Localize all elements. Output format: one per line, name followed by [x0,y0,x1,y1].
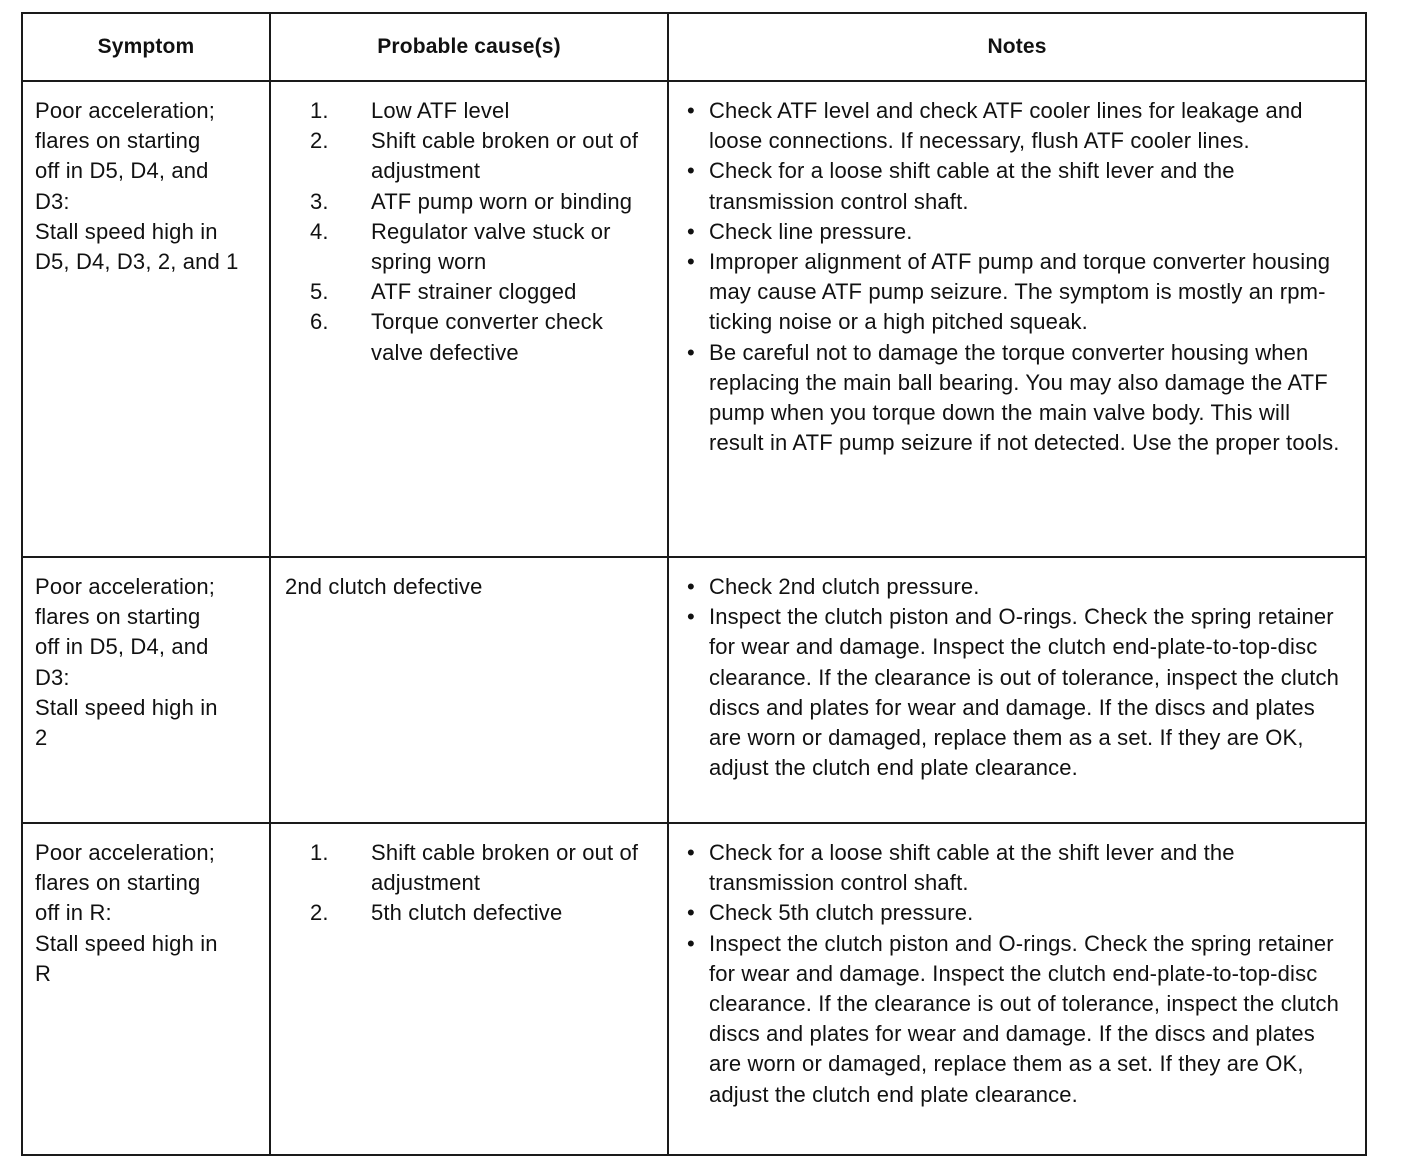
table-row [22,557,1366,823]
cause-number: 1. [310,98,329,123]
header-notes: Notes [668,13,1366,81]
bullet-icon: • [687,930,695,956]
note-item [685,572,1353,602]
note-item [685,96,1353,156]
bullet-icon: • [687,158,695,184]
bullet-icon: • [687,604,695,630]
cause-text: Low ATF level [371,98,510,123]
bullet-icon: • [687,98,695,123]
note-item [685,898,1353,928]
note-text: Check line pressure. [709,218,913,244]
cause-list [283,838,655,929]
note-item [685,838,1353,898]
cause-text: Regulator valve stuck or spring worn [371,218,611,275]
symptom-line: Poor acceleration; [35,98,216,123]
symptom-cell [22,823,270,1155]
note-text: Check 2nd clutch pressure. [709,574,980,599]
notes-cell [668,81,1366,557]
cause-item [310,96,655,126]
cause-number: 3. [310,188,329,214]
cause-cell [270,81,668,557]
cause-text: Torque converter check valve defective [371,309,603,365]
table-row [22,823,1366,1155]
note-text: Be careful not to damage the torque converter housing when replacing the main ball bearing. You may also damage the ATF pump when you torque down the main valve body. This will result in ATF pump seizure if not detected. Use the proper tools. [709,339,1340,456]
symptom-cell [22,81,270,557]
symptom-line: off in R: [35,900,112,926]
symptom-line: flares on starting [35,870,201,896]
cause-item [310,277,655,307]
cause-item [310,217,655,277]
notes-cell [668,823,1366,1155]
cause-item [310,838,655,898]
notes-list [681,838,1353,1110]
symptom-line: flares on starting [35,604,201,630]
note-text: Check for a loose shift cable at the shift lever and the transmission control shaft. [709,840,1235,896]
bullet-icon: • [687,249,695,275]
note-item [685,217,1353,247]
cause-text: 5th clutch defective [371,900,563,926]
symptom-line: Stall speed high in [35,694,218,720]
cause-text: ATF pump worn or binding [371,188,633,214]
table-row [22,81,1366,557]
header-probable-causes: Probable cause(s) [270,13,668,81]
symptom-line: D3: [35,188,70,214]
header-symptom: Symptom [22,13,270,81]
symptom-line: 2 [35,725,48,751]
symptom-line: off in D5, D4, and [35,634,209,660]
notes-list [681,96,1353,458]
cause-text: Shift cable broken or out of adjustment [371,840,639,896]
symptom-line: flares on starting [35,128,201,154]
cause-text: Shift cable broken or out of adjustment [371,128,639,184]
symptom-line: D3: [35,664,70,690]
cause-item [310,187,655,217]
symptom-line: off in D5, D4, and [35,158,209,184]
troubleshooting-table [21,12,1367,1156]
note-text: Improper alignment of ATF pump and torque converter housing may cause ATF pump seizure. The symptom is mostly an rpm-ticking noise or a high pitched squeak. [709,249,1331,335]
cause-list [283,96,655,368]
header-row [22,13,1366,81]
symptom-cell [22,557,270,823]
note-text: Inspect the clutch piston and O-rings. Check the spring retainer for wear and damage. Inspect the clutch end-plate-to-top-disc clearance. If the clearance is out of tolerance, inspect the clutch discs and plates for wear and damage. If the discs and plates are worn or damaged, replace them as a set. If they are OK, adjust the clutch end plate clearance. [709,930,1340,1107]
note-item [685,929,1353,1110]
cause-cell [270,557,668,823]
cause-number: 1. [310,840,329,865]
bullet-icon: • [687,218,695,244]
symptom-line: Stall speed high in [35,930,218,956]
cause-item [310,898,655,928]
cause-number: 2. [310,900,329,926]
symptom-line: D5, D4, D3, 2, and 1 [35,249,239,275]
note-item [685,338,1353,459]
bullet-icon: • [687,339,695,365]
note-text: Inspect the clutch piston and O-rings. Check the spring retainer for wear and damage. Inspect the clutch end-plate-to-top-disc clearance. If the clearance is out of tolerance, inspect the clutch discs and plates for wear and damage. If the discs and plates are worn or damaged, replace them as a set. If they are OK, adjust the clutch end plate clearance. [709,604,1340,781]
bullet-icon: • [687,840,695,865]
cause-number: 5. [310,279,329,305]
bullet-icon: • [687,574,695,599]
symptom-line: Poor acceleration; [35,840,216,865]
cause-cell [270,823,668,1155]
symptom-line: Stall speed high in [35,218,218,244]
note-text: Check for a loose shift cable at the shift lever and the transmission control shaft. [709,158,1235,214]
symptom-line: Poor acceleration; [35,574,216,599]
note-text: Check ATF level and check ATF cooler lines for leakage and loose connections. If necessary, flush ATF cooler lines. [709,98,1303,154]
note-item [685,247,1353,338]
note-item [685,602,1353,783]
notes-list [681,572,1353,783]
cause-number: 2. [310,128,329,154]
notes-cell [668,557,1366,823]
note-item [685,156,1353,216]
bullet-icon: • [687,900,695,926]
note-text: Check 5th clutch pressure. [709,900,974,926]
cause-item [310,126,655,186]
cause-number: 4. [310,218,329,244]
symptom-line: R [35,960,52,986]
cause-item [310,307,655,367]
cause-text: 2nd clutch defective [285,574,483,599]
cause-text: ATF strainer clogged [371,279,577,305]
cause-number: 6. [310,309,329,335]
